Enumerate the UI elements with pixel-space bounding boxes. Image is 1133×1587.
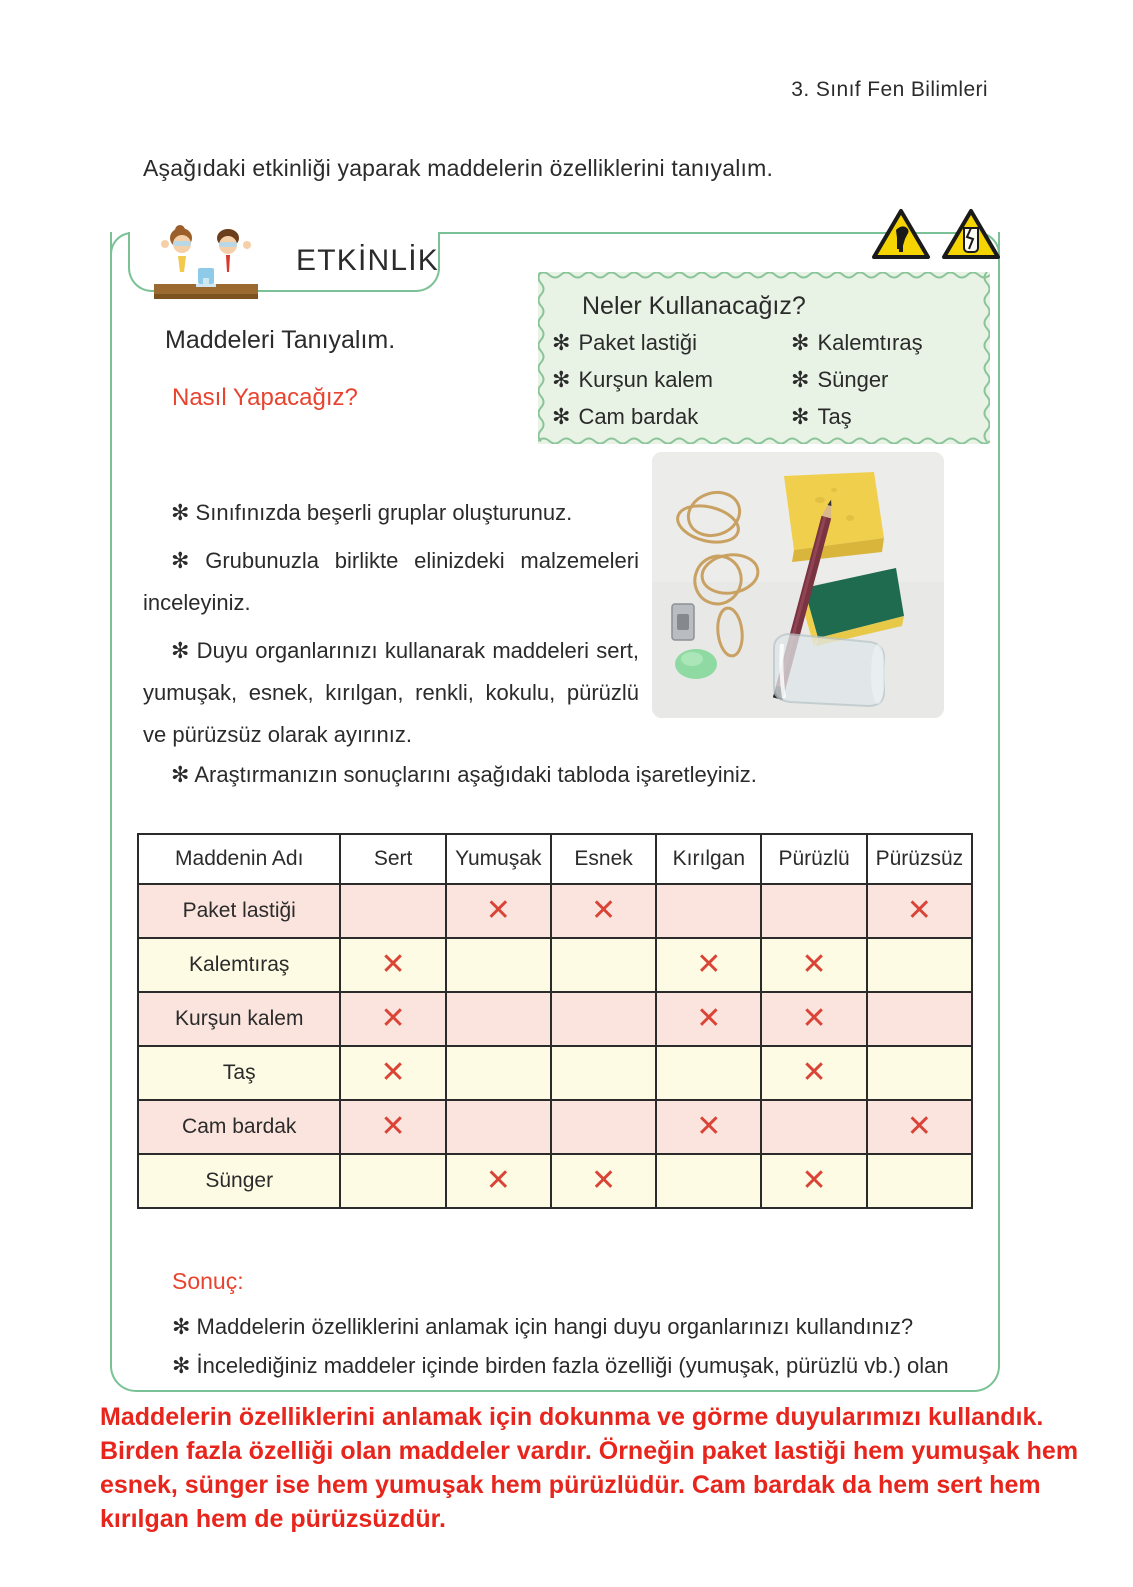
table-cell-material-name: Kalemtıraş — [138, 938, 340, 992]
material-item — [791, 404, 982, 430]
table-cell-property[interactable] — [761, 938, 866, 992]
table-cell-property[interactable] — [656, 1100, 761, 1154]
table-header-cell: Pürüzsüz — [867, 834, 972, 884]
x-mark-icon: ✕ — [380, 1002, 406, 1035]
bullet-icon: ✻ — [791, 404, 810, 429]
x-mark-icon: ✕ — [906, 1110, 932, 1143]
table-header-cell: Yumuşak — [446, 834, 551, 884]
table-cell-property[interactable] — [656, 992, 761, 1046]
table-cell-property[interactable] — [446, 1100, 551, 1154]
table-row — [138, 1100, 972, 1154]
table-cell-property[interactable] — [867, 938, 972, 992]
table-cell-property[interactable] — [340, 1154, 445, 1208]
materials-columns — [552, 330, 982, 430]
x-mark-icon: ✕ — [485, 1164, 511, 1197]
material-item — [791, 330, 982, 356]
table-cell-property[interactable] — [761, 1154, 866, 1208]
table-cell-property[interactable] — [340, 884, 445, 938]
steps-list — [143, 492, 639, 762]
table-header-cell: Pürüzlü — [761, 834, 866, 884]
x-mark-icon: ✕ — [591, 894, 617, 927]
table-cell-property[interactable] — [761, 1046, 866, 1100]
table-cell-property[interactable] — [446, 992, 551, 1046]
activity-title: Maddeleri Tanıyalım. — [165, 326, 396, 354]
table-cell-material-name: Kurşun kalem — [138, 992, 340, 1046]
bullet-icon: ✻ — [791, 330, 810, 355]
x-mark-icon: ✕ — [696, 948, 722, 981]
material-item — [791, 367, 982, 393]
table-cell-property[interactable] — [867, 1046, 972, 1100]
table-cell-property[interactable] — [551, 1100, 656, 1154]
table-cell-property[interactable] — [867, 992, 972, 1046]
material-label: Cam bardak — [578, 404, 699, 429]
bullet-icon: ✻ — [552, 367, 571, 392]
breakable-warning-icon — [942, 208, 1000, 260]
table-cell-material-name: Cam bardak — [138, 1100, 340, 1154]
x-mark-icon: ✕ — [380, 1056, 406, 1089]
table-cell-property[interactable] — [446, 938, 551, 992]
results-table — [137, 833, 973, 1209]
two-students-science-lab-icon — [140, 222, 270, 302]
table-cell-material-name: Taş — [138, 1046, 340, 1100]
conclusion-heading: Sonuç: — [172, 1268, 244, 1294]
page-header-subject: 3. Sınıf Fen Bilimleri — [791, 78, 988, 101]
table-header-cell: Sert — [340, 834, 445, 884]
material-label: Paket lastiği — [578, 330, 698, 355]
table-cell-property[interactable] — [446, 1154, 551, 1208]
table-row — [138, 1046, 972, 1100]
table-cell-property[interactable] — [340, 1046, 445, 1100]
table-cell-property[interactable] — [551, 884, 656, 938]
table-cell-property[interactable] — [340, 992, 445, 1046]
table-cell-property[interactable] — [867, 1100, 972, 1154]
table-cell-property[interactable] — [551, 992, 656, 1046]
table-cell-property[interactable] — [340, 1100, 445, 1154]
warning-icons-group — [872, 208, 1000, 260]
x-mark-icon: ✕ — [801, 948, 827, 981]
materials-photo — [652, 452, 944, 718]
x-mark-icon: ✕ — [906, 894, 932, 927]
table-row — [138, 884, 972, 938]
table-header-row — [138, 834, 972, 884]
material-label: Kurşun kalem — [578, 367, 713, 392]
x-mark-icon: ✕ — [591, 1164, 617, 1197]
step-item: ✻ Sınıfınızda beşerli gruplar oluşturunuz. — [171, 500, 573, 525]
materials-column-left — [552, 330, 743, 430]
material-item — [552, 404, 743, 430]
step-item-last: ✻ Araştırmanızın sonuçlarını aşağıdaki tabloda işaretleyiniz. — [171, 762, 757, 787]
bullet-icon: ✻ — [552, 404, 571, 429]
table-cell-property[interactable] — [761, 1100, 866, 1154]
bullet-icon: ✻ — [552, 330, 571, 355]
material-item — [552, 330, 743, 356]
table-cell-property[interactable] — [446, 884, 551, 938]
table-header-cell: Maddenin Adı — [138, 834, 340, 884]
material-label: Sünger — [817, 367, 889, 392]
hand-warning-icon — [872, 208, 930, 260]
table-row — [138, 1154, 972, 1208]
materials-title: Neler Kullanacağız? — [582, 292, 806, 320]
howto-heading: Nasıl Yapacağız? — [172, 384, 358, 411]
table-cell-property[interactable] — [761, 992, 866, 1046]
conclusion-question: ✻ İncelediğiniz maddeler içinde birden fazla özelliği (yumuşak, pürüzlü vb.) olan — [172, 1353, 949, 1378]
materials-column-right — [791, 330, 982, 430]
table-cell-property[interactable] — [656, 938, 761, 992]
table-row — [138, 938, 972, 992]
table-cell-property[interactable] — [761, 884, 866, 938]
conclusion-questions — [172, 1307, 1002, 1385]
table-header-cell: Kırılgan — [656, 834, 761, 884]
x-mark-icon: ✕ — [380, 1110, 406, 1143]
activity-tab-label: ETKİNLİK — [296, 244, 439, 277]
table-cell-property[interactable] — [867, 884, 972, 938]
x-mark-icon: ✕ — [801, 1164, 827, 1197]
table-cell-property[interactable] — [551, 938, 656, 992]
step-item: ✻ Duyu organlarınızı kullanarak maddeleri sert, yumuşak, esnek, kırılgan, renkli, kokulu, pürüzlü ve pürüzsüz olarak ayırınız. — [143, 638, 639, 747]
student-answer-text — [100, 1400, 1090, 1536]
bullet-icon: ✻ — [791, 367, 810, 392]
material-label: Taş — [817, 404, 852, 429]
table-cell-property[interactable] — [551, 1046, 656, 1100]
table-cell-property[interactable] — [656, 884, 761, 938]
material-label: Kalemtıraş — [817, 330, 923, 355]
intro-sentence: Aşağıdaki etkinliği yaparak maddelerin özelliklerini tanıyalım. — [143, 155, 774, 181]
conclusion-question: ✻ Maddelerin özelliklerini anlamak için hangi duyu organlarınızı kullandınız? — [172, 1314, 914, 1339]
x-mark-icon: ✕ — [696, 1002, 722, 1035]
x-mark-icon: ✕ — [696, 1110, 722, 1143]
material-item — [552, 367, 743, 393]
table-cell-property[interactable] — [656, 1154, 761, 1208]
table-cell-property[interactable] — [446, 1046, 551, 1100]
answer-line: Maddelerin özelliklerini anlamak için dokunma ve görme duyularımızı kullandık. — [100, 1403, 1044, 1431]
table-cell-property[interactable] — [340, 938, 445, 992]
x-mark-icon: ✕ — [380, 948, 406, 981]
x-mark-icon: ✕ — [801, 1002, 827, 1035]
table-header-cell: Esnek — [551, 834, 656, 884]
step-item: ✻ Grubunuzla birlikte elinizdeki malzemeleri inceleyiniz. — [143, 548, 639, 615]
answer-line: Birden fazla özelliği olan maddeler vardır. Örneğin paket lastiği hem yumuşak hem esnek, sünger ise hem yumuşak hem pürüzlüdür. Cam bardak da hem sert hem kırılgan hem de pürüzsüzdür. — [100, 1437, 1079, 1533]
table-cell-property[interactable] — [656, 1046, 761, 1100]
table-body — [138, 884, 972, 1208]
x-mark-icon: ✕ — [485, 894, 511, 927]
x-mark-icon: ✕ — [801, 1056, 827, 1089]
table-row — [138, 992, 972, 1046]
table-cell-material-name: Sünger — [138, 1154, 340, 1208]
table-cell-property[interactable] — [867, 1154, 972, 1208]
table-cell-material-name: Paket lastiği — [138, 884, 340, 938]
table-cell-property[interactable] — [551, 1154, 656, 1208]
